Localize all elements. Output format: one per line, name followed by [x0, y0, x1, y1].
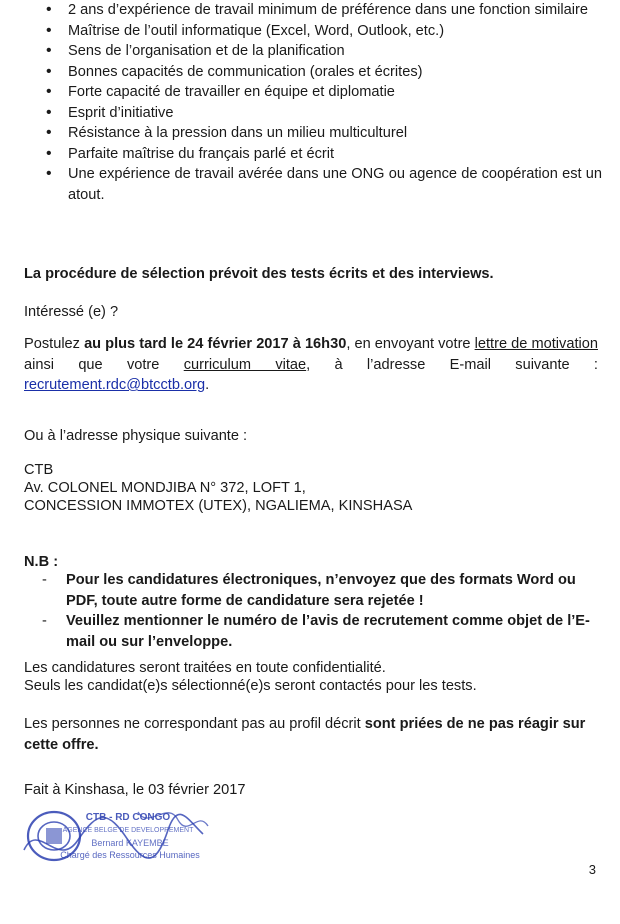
deadline: au plus tard le 24 février 2017 à 16h30 [84, 336, 347, 352]
apply-text: . [205, 377, 210, 393]
confidentiality-note: Les candidatures seront traitées en toute confidentialité. [24, 660, 386, 676]
stamp-line-1: CTB - RD CONGO [85, 812, 171, 823]
signoff: Fait à Kinshasa, le 03 février 2017 [24, 782, 246, 798]
list-item: - Pour les candidatures électroniques, n’envoyez que des formats Word ou PDF, toute autre forme de candidature sera rejetée ! [42, 570, 602, 611]
stamp-signature-graphic [18, 800, 218, 884]
requirements-list [42, 0, 602, 205]
list-item: • Bonnes capacités de communication (orales et écrites) [42, 62, 602, 83]
apply-text: , en envoyant votre [346, 336, 475, 352]
apply-text: , à l’adresse E-mail suivante : [306, 356, 598, 373]
application-instructions [24, 334, 598, 396]
address-area: CONCESSION IMMOTEX (UTEX), NGALIEMA, KINSHASA [24, 498, 413, 514]
list-item: • Forte capacité de travailler en équipe et diplomatie [42, 82, 602, 103]
address-org: CTB [24, 462, 54, 478]
page-number: 3 [588, 862, 596, 877]
address-street: Av. COLONEL MONDJIBA N° 372, LOFT 1, [24, 480, 306, 496]
list-item: • Une expérience de travail avérée dans une ONG ou agence de coopération est un atout. [42, 164, 602, 205]
selected-contact-note: Seuls les candidat(e)s sélectionné(e)s seront contactés pour les tests. [24, 678, 477, 694]
apply-text: Postulez [24, 336, 85, 352]
list-item: • 2 ans d’expérience de travail minimum de préférence dans une fonction similaire [42, 0, 602, 21]
nb-title: N.B : [24, 554, 59, 570]
official-stamp-signature [18, 800, 218, 884]
interested-question: Intéressé (e) ? [24, 304, 119, 320]
profile-note [24, 714, 604, 755]
cv-link: curriculum vitae [183, 356, 307, 373]
selection-procedure: La procédure de sélection prévoit des tests écrits et des interviews. [24, 266, 494, 282]
list-item: - Veuillez mentionner le numéro de l’avis de recrutement comme objet de l’E-mail ou sur l’enveloppe. [42, 611, 602, 652]
stamp-line-2: AGENCE BELGE DE DEVELOPPEMENT [62, 827, 194, 834]
list-item: • Résistance à la pression dans un milieu multiculturel [42, 123, 602, 144]
email-link[interactable]: recrutement.rdc@btcctb.org [24, 377, 206, 393]
list-item: • Maîtrise de l’outil informatique (Excel, Word, Outlook, etc.) [42, 21, 602, 42]
list-item: • Sens de l’organisation et de la planification [42, 41, 602, 62]
profile-text: Les personnes ne correspondant pas au profil décrit [24, 716, 365, 732]
list-item: • Esprit d’initiative [42, 103, 602, 124]
stamp-line-3: Bernard KAYEMBE [91, 838, 169, 848]
profile-bold-text: sont priées de ne pas réagir sur cette offre. [24, 716, 586, 753]
stamp-line-4: Chargé des Ressources Humaines [60, 850, 200, 860]
nb-list [42, 570, 602, 652]
physical-address-intro: Ou à l’adresse physique suivante : [24, 428, 248, 444]
list-item: • Parfaite maîtrise du français parlé et écrit [42, 144, 602, 165]
motivation-letter-link: lettre de motivation [474, 336, 598, 352]
apply-text: ainsi que votre [24, 356, 184, 373]
